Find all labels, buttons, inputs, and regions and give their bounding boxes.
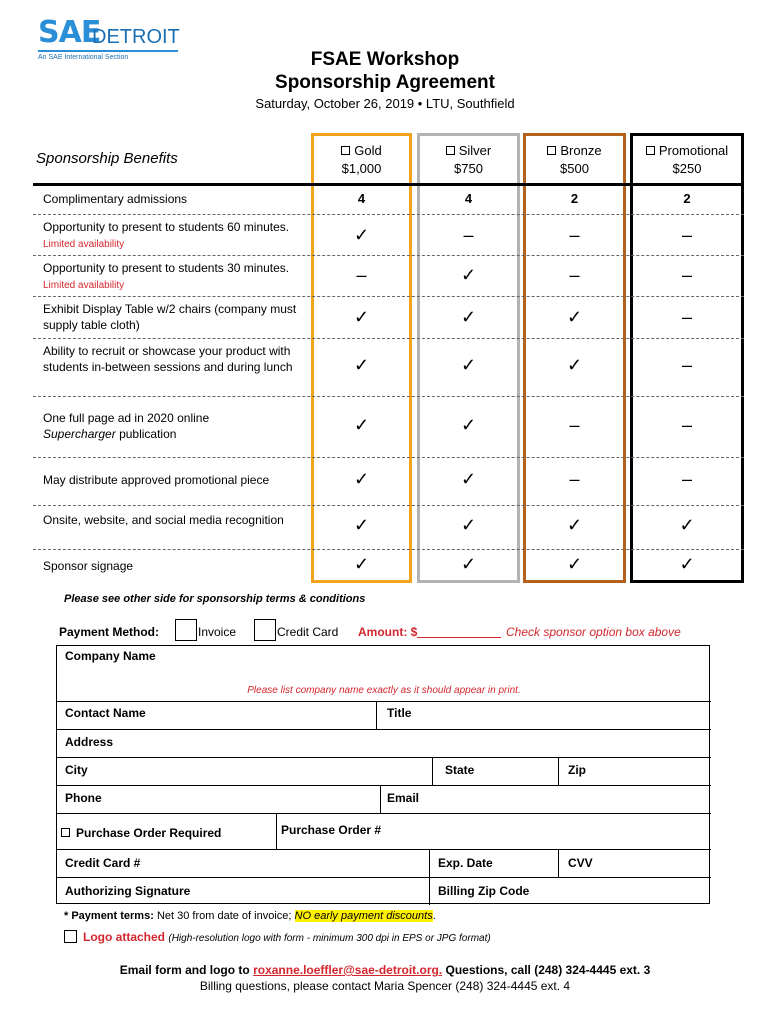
form-divider xyxy=(558,757,559,785)
cell-value: ✓ xyxy=(460,515,477,535)
cell-value: ✓ xyxy=(460,355,477,375)
tier-header-gold[interactable] xyxy=(311,142,412,178)
logo-detroit-text: DETROIT xyxy=(92,26,180,48)
tier-header-promotional[interactable] xyxy=(630,142,744,178)
logo-attached-label: Logo attached xyxy=(83,930,166,944)
publication-name: Supercharger xyxy=(43,427,116,441)
form-divider xyxy=(276,813,277,849)
email-field[interactable]: Email xyxy=(387,791,420,805)
row-divider xyxy=(33,255,744,256)
row-label-admissions xyxy=(43,191,305,207)
cell-value: ✓ xyxy=(353,554,370,574)
table-header-divider xyxy=(33,183,744,186)
form-divider xyxy=(57,849,711,850)
logo-subtitle: An SAE International Section xyxy=(38,54,129,61)
cell-value: – xyxy=(681,415,692,435)
zip-field[interactable]: Zip xyxy=(568,763,586,777)
row-text: Ability to recruit or showcase your product with students in-between sessions and during lunch xyxy=(43,344,293,374)
row-divider xyxy=(33,338,744,339)
check-option-note: Check sponsor option box above xyxy=(506,625,681,639)
cell-value: ✓ xyxy=(353,225,370,245)
limited-note: Limited availability xyxy=(43,239,125,250)
cvv-field[interactable]: CVV xyxy=(568,856,593,870)
cell-value: ✓ xyxy=(679,515,695,535)
cell-value: ✓ xyxy=(566,515,583,535)
form-divider xyxy=(558,849,559,877)
company-name-note: Please list company name exactly as it should appear in print. xyxy=(247,685,521,696)
form-divider xyxy=(57,813,711,814)
cell-value: – xyxy=(569,415,580,435)
benefits-title: Sponsorship Benefits xyxy=(36,150,178,167)
row-label-promo-piece xyxy=(43,472,305,488)
cell-value: ✓ xyxy=(679,554,695,574)
amount-field[interactable] xyxy=(358,624,501,640)
cell-value: ✓ xyxy=(353,469,370,489)
logo-hint: (High-resolution logo with form - minimum 300 dpi in EPS or JPG format) xyxy=(168,933,491,944)
purchase-order-required[interactable] xyxy=(61,826,221,841)
row-label-full-page-ad xyxy=(43,410,305,442)
logo-attached-row[interactable] xyxy=(64,928,491,948)
row-divider xyxy=(33,214,744,215)
email-pre: Email form and logo to xyxy=(119,963,250,977)
title-field[interactable]: Title xyxy=(387,706,412,720)
row-text: May distribute approved promotional piece xyxy=(43,473,270,487)
cell-value: – xyxy=(463,225,474,245)
period: . xyxy=(432,910,436,922)
address-field[interactable]: Address xyxy=(65,735,114,749)
tier-name: Gold xyxy=(354,143,382,158)
cell-value: ✓ xyxy=(460,554,477,574)
row-text: Complimentary admissions xyxy=(43,192,188,206)
cell-value: – xyxy=(681,469,692,489)
po-checkbox[interactable] xyxy=(61,828,70,837)
cell-value: 2 xyxy=(570,191,579,206)
row-divider xyxy=(33,296,744,297)
cell-value: ✓ xyxy=(353,355,370,375)
no-early-discount-highlight xyxy=(295,910,433,922)
tier-header-silver[interactable] xyxy=(417,142,520,178)
row-label-signage xyxy=(43,558,305,574)
signature-field[interactable]: Authorizing Signature xyxy=(65,884,191,898)
cell-value: 4 xyxy=(357,191,366,206)
row-text: Sponsor signage xyxy=(43,559,134,573)
checkbox-gold[interactable] xyxy=(341,146,350,155)
row-text: publication xyxy=(119,427,177,441)
checkbox-promotional[interactable] xyxy=(646,146,655,155)
row-text: Onsite, website, and social media recognition xyxy=(43,513,284,527)
row-text: One full page ad in 2020 online xyxy=(43,411,210,425)
exp-date-field[interactable]: Exp. Date xyxy=(438,856,493,870)
cell-value: – xyxy=(681,265,692,285)
tier-price: $1,000 xyxy=(341,161,382,176)
cell-value: ✓ xyxy=(353,307,370,327)
cell-value: – xyxy=(356,265,367,285)
cell-value: ✓ xyxy=(566,355,583,375)
purchase-order-number-field[interactable]: Purchase Order # xyxy=(281,823,382,837)
form-divider xyxy=(57,877,711,878)
row-divider xyxy=(33,396,744,397)
company-name-field[interactable]: Company Name xyxy=(65,649,156,663)
credit-card-label: Credit Card xyxy=(277,625,339,639)
tier-price: $750 xyxy=(454,161,483,176)
contact-form xyxy=(56,645,710,904)
cell-value: 4 xyxy=(464,191,473,206)
invoice-label: Invoice xyxy=(198,625,237,639)
cell-value: ✓ xyxy=(460,469,477,489)
form-divider xyxy=(57,701,711,702)
invoice-checkbox[interactable] xyxy=(175,619,197,641)
cell-value: – xyxy=(569,469,580,489)
form-divider xyxy=(432,757,433,785)
cell-value: – xyxy=(681,355,692,375)
form-divider xyxy=(376,701,377,729)
form-divider xyxy=(57,757,711,758)
row-divider xyxy=(33,549,744,550)
row-label-recruit xyxy=(43,343,305,375)
no-early-em: NO xyxy=(294,910,312,922)
row-divider xyxy=(33,457,744,458)
event-subtitle: Saturday, October 26, 2019 • LTU, Southfield xyxy=(255,96,515,111)
cell-value: ✓ xyxy=(566,307,583,327)
cell-value: ✓ xyxy=(460,415,477,435)
form-divider xyxy=(380,785,381,813)
credit-card-checkbox[interactable] xyxy=(254,619,276,641)
tier-price: $500 xyxy=(560,161,589,176)
payment-terms-label: * Payment terms: xyxy=(64,910,154,922)
email-post: Questions, call (248) 324-4445 ext. 3 xyxy=(445,963,651,977)
tier-name: Promotional xyxy=(658,143,729,158)
row-text: Opportunity to present to students 60 minutes. xyxy=(43,220,290,234)
amount-blank[interactable] xyxy=(417,626,501,638)
payment-terms xyxy=(64,908,436,924)
cell-value: ✓ xyxy=(353,415,370,435)
cell-value: – xyxy=(569,225,580,245)
amount-label: Amount: $ xyxy=(358,625,418,639)
page-title: FSAE Workshop xyxy=(310,49,460,70)
contact-name-field[interactable]: Contact Name xyxy=(65,706,146,720)
state-field[interactable]: State xyxy=(445,763,475,777)
row-label-present-60 xyxy=(43,219,305,253)
form-divider xyxy=(57,785,711,786)
row-label-exhibit-table xyxy=(43,301,305,333)
page-title-line2: Sponsorship Agreement xyxy=(275,72,495,93)
cell-value: ✓ xyxy=(566,554,583,574)
tier-header-bronze[interactable] xyxy=(523,142,626,178)
cell-value: ✓ xyxy=(460,307,477,327)
logo-attached-checkbox[interactable] xyxy=(64,930,77,943)
cell-value: 2 xyxy=(683,191,691,206)
form-divider xyxy=(429,849,430,905)
phone-field[interactable]: Phone xyxy=(65,791,102,805)
form-divider xyxy=(57,729,711,730)
cell-value: – xyxy=(569,265,580,285)
credit-card-number-field[interactable]: Credit Card # xyxy=(65,856,141,870)
row-label-present-30 xyxy=(43,260,305,294)
billing-questions: Billing questions, please contact Maria Spencer (248) 324-4445 ext. 4 xyxy=(199,979,571,993)
cell-value: – xyxy=(681,225,692,245)
row-text: Exhibit Display Table w/2 chairs (company must supply table cloth) xyxy=(43,302,297,332)
cell-value: ✓ xyxy=(353,515,370,535)
billing-zip-field[interactable]: Billing Zip Code xyxy=(438,884,530,898)
payment-method-label: Payment Method: xyxy=(59,625,160,639)
checkbox-bronze[interactable] xyxy=(547,146,556,155)
row-divider xyxy=(33,505,744,506)
payment-terms-text: Net 30 from date of invoice; xyxy=(156,910,292,922)
po-required-label: Purchase Order Required xyxy=(76,826,222,840)
tier-price: $250 xyxy=(672,161,702,176)
no-early-rest: early payment discounts xyxy=(314,910,433,922)
city-field[interactable]: City xyxy=(65,763,88,777)
limited-note: Limited availability xyxy=(43,280,125,291)
row-text: Opportunity to present to students 30 minutes. xyxy=(43,261,290,275)
email-link[interactable]: roxanne.loeffler@sae-detroit.org. xyxy=(253,963,443,977)
terms-note: Please see other side for sponsorship terms & conditions xyxy=(64,593,366,605)
cell-value: – xyxy=(681,307,692,327)
row-label-recognition xyxy=(43,512,305,528)
logo-sae-text: SAE xyxy=(38,15,101,50)
checkbox-silver[interactable] xyxy=(446,146,455,155)
cell-value: ✓ xyxy=(460,265,477,285)
email-instructions xyxy=(0,962,770,978)
tier-name: Bronze xyxy=(560,143,602,158)
tier-name: Silver xyxy=(458,143,492,158)
